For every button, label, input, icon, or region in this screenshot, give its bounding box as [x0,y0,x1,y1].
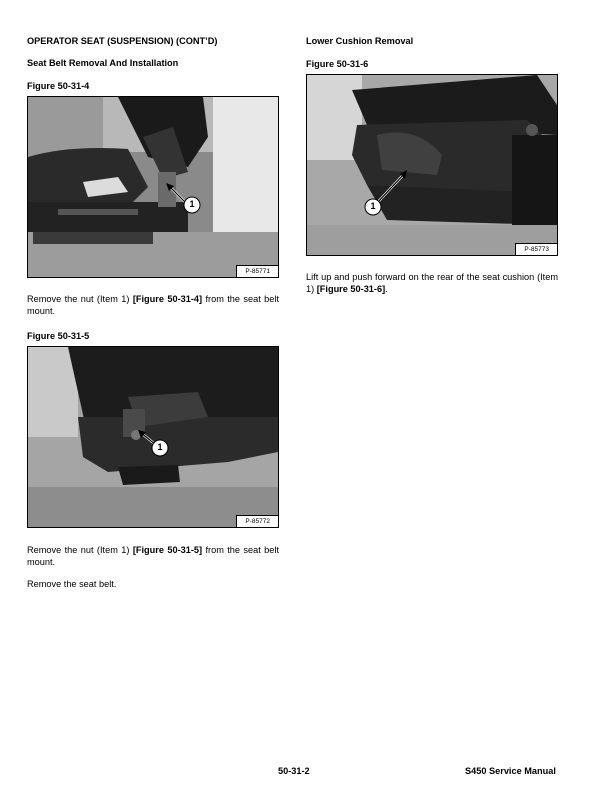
figure-callout-1: 1 [157,442,163,452]
page-number: 50-31-2 [278,766,310,776]
instruction-remove-seat-belt: Remove the seat belt. [27,579,117,589]
subsection-title-seat-belt: Seat Belt Removal And Installation [27,58,179,68]
figure-reference: [Figure 50-31-5] [132,545,203,555]
subsection-title-lower-cushion: Lower Cushion Removal [306,36,414,46]
photo-seat-belt-mount [28,97,278,277]
figure-50-31-6 [306,74,558,256]
instruction-lift-cushion: Lift up and push forward on the rear of the seat cushion (Item 1) [Figure 50-31-6]. [306,272,558,294]
figure-callout-1: 1 [189,199,195,209]
photo-number: P-85773 [515,243,557,255]
figure-callout-1: 1 [370,201,376,211]
photo-seat-belt-mount-side [28,347,278,527]
figure-50-31-4 [27,96,279,278]
photo-lower-cushion [307,75,557,255]
figure-reference: [Figure 50-31-4] [132,294,203,304]
instruction-remove-nut-2: Remove the nut (Item 1) [Figure 50-31-5] from the seat belt mount. [27,545,279,567]
instruction-remove-nut-1: Remove the nut (Item 1) [Figure 50-31-4] from the seat belt mount. [27,294,279,316]
figure-caption-50-31-5: Figure 50-31-5 [27,331,90,341]
figure-50-31-5 [27,346,279,528]
section-title: OPERATOR SEAT (SUSPENSION) (CONT’D) [27,36,218,46]
manual-title: S450 Service Manual [465,766,556,776]
photo-number: P-85772 [236,515,278,527]
photo-number: P-85771 [236,265,278,277]
figure-reference: [Figure 50-31-6] [316,284,386,294]
figure-caption-50-31-4: Figure 50-31-4 [27,81,90,91]
figure-caption-50-31-6: Figure 50-31-6 [306,59,369,69]
